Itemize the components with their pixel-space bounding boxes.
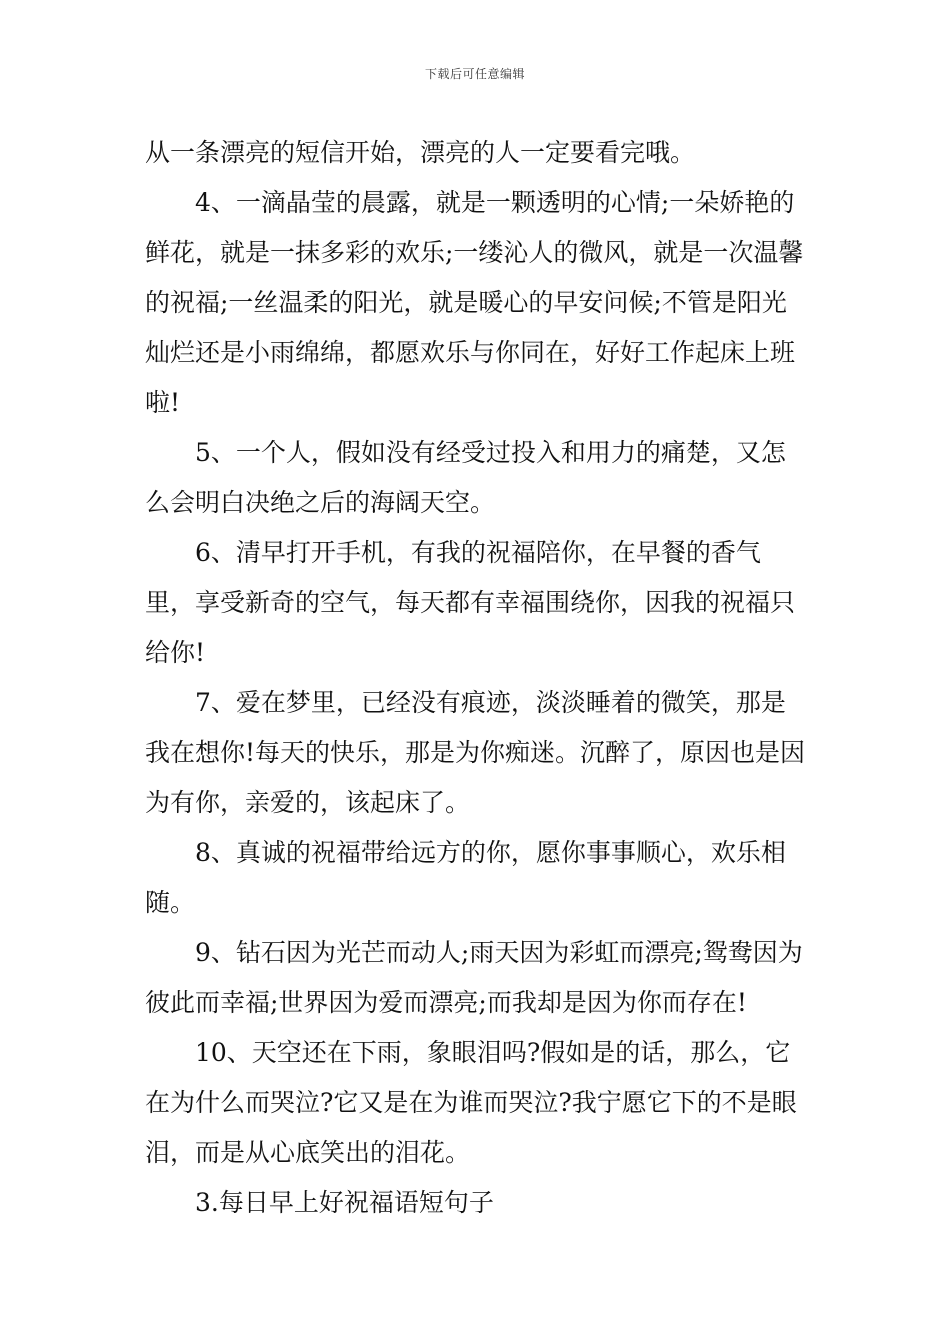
document-body [145, 128, 810, 1228]
paragraph-item-7: 7、爱在梦里，已经没有痕迹，淡淡睡着的微笑，那是我在想你!每天的快乐，那是为你痴迷。沉醉了，原因也是因为有你，亲爱的，该起床了。 [145, 688, 806, 817]
paragraph-item-10: 10、天空还在下雨，象眼泪吗?假如是的话，那么，它在为什么而哭泣?它又是在为谁而哭泣?我宁愿它下的不是眼泪，而是从心底笑出的泪花。 [145, 1038, 797, 1167]
page-header-note: 下载后可任意编辑 [424, 67, 525, 81]
paragraph-item-9: 9、钻石因为光芒而动人;雨天因为彩虹而漂亮;鸳鸯因为彼此而幸福;世界因为爱而漂亮;而我却是因为你而存在! [145, 938, 803, 1017]
paragraph-item-4: 4、一滴晶莹的晨露，就是一颗透明的心情;一朵娇艳的鲜花，就是一抹多彩的欢乐;一缕沁人的微风，就是一次温馨的祝福;一丝温柔的阳光，就是暖心的早安问候;不管是阳光灿烂还是小雨绵绵，都愿欢乐与你同在，好好工作起床上班啦! [145, 188, 804, 417]
paragraph-intro: 从一条漂亮的短信开始，漂亮的人一定要看完哦。 [145, 138, 696, 167]
paragraph-item-6: 6、清早打开手机，有我的祝福陪你，在早餐的香气里，享受新奇的空气，每天都有幸福围绕你，因我的祝福只给你! [145, 538, 796, 667]
section-heading: 3.每日早上好祝福语短句子 [195, 1188, 494, 1217]
paragraph-item-5: 5、一个人，假如没有经受过投入和用力的痛楚，又怎么会明白决绝之后的海阔天空。 [145, 438, 786, 517]
paragraph-item-8: 8、真诚的祝福带给远方的你，愿你事事顺心，欢乐相随。 [145, 838, 786, 917]
